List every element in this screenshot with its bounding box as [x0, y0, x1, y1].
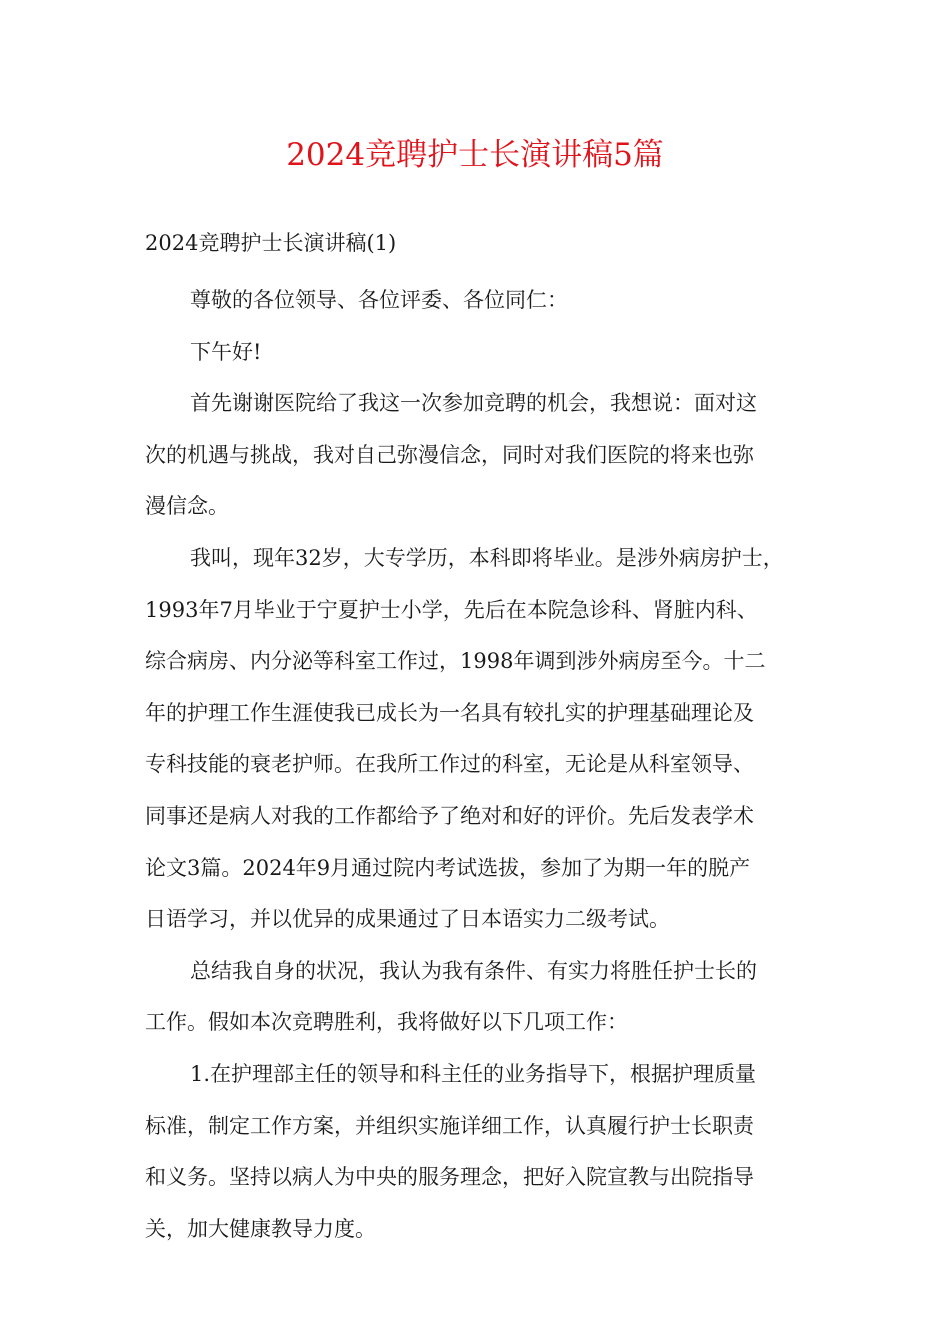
- body-text-line: 日语学习，并以优异的成果通过了日本语实力二级考试。: [145, 907, 670, 932]
- body-text-line: 和义务。坚持以病人为中央的服务理念，把好入院宣教与出院指导: [145, 1165, 754, 1190]
- body-text-line: 总结我自身的状况，我认为我有条件、有实力将胜任护士长的: [190, 958, 757, 983]
- body-text-line: 年的护理工作生涯使我已成长为一名具有较扎实的护理基础理论及: [145, 700, 754, 725]
- body-text-line: 综合病房、内分泌等科室工作过，1998年调到涉外病房至今。十二: [145, 649, 766, 674]
- body-text-line: 漫信念。: [145, 494, 229, 519]
- body-text-line: 我叫，现年32岁，大专学历，本科即将毕业。是涉外病房护士，: [190, 545, 784, 570]
- body-text-line: 1.在护理部主任的领导和科主任的业务指导下，根据护理质量: [190, 1061, 757, 1086]
- body-text-line: 标准，制定工作方案，并组织实施详细工作，认真履行护士长职责: [145, 1113, 754, 1138]
- body-text-line: 工作。假如本次竞聘胜利，我将做好以下几项工作：: [145, 1010, 628, 1035]
- body-text-line: 关，加大健康教导力度。: [145, 1216, 376, 1241]
- body-text-line: 专科技能的衰老护师。在我所工作过的科室，无论是从科室领导、: [145, 752, 754, 777]
- body-text-line: 尊敬的各位领导、各位评委、各位同仁：: [190, 288, 568, 312]
- body-text-line: 1993年7月毕业于宁夏护士小学，先后在本院急诊科、肾脏内科、: [145, 597, 758, 622]
- body-text-line: 同事还是病人对我的工作都给予了绝对和好的评价。先后发表学术: [145, 803, 754, 828]
- document-body: [145, 275, 805, 1255]
- document-title: 2024竞聘护士长演讲稿5篇: [286, 137, 664, 173]
- section-subtitle: 2024竞聘护士长演讲稿(1): [145, 231, 397, 255]
- body-text-line: 首先谢谢医院给了我这一次参加竞聘的机会，我想说：面对这: [190, 391, 757, 416]
- body-text-line: 次的机遇与挑战，我对自己弥漫信念，同时对我们医院的将来也弥: [145, 442, 754, 467]
- body-text-line: 论文3篇。2024年9月通过院内考试选拔，参加了为期一年的脱产: [145, 855, 751, 880]
- body-text-line: 下午好!: [190, 339, 262, 364]
